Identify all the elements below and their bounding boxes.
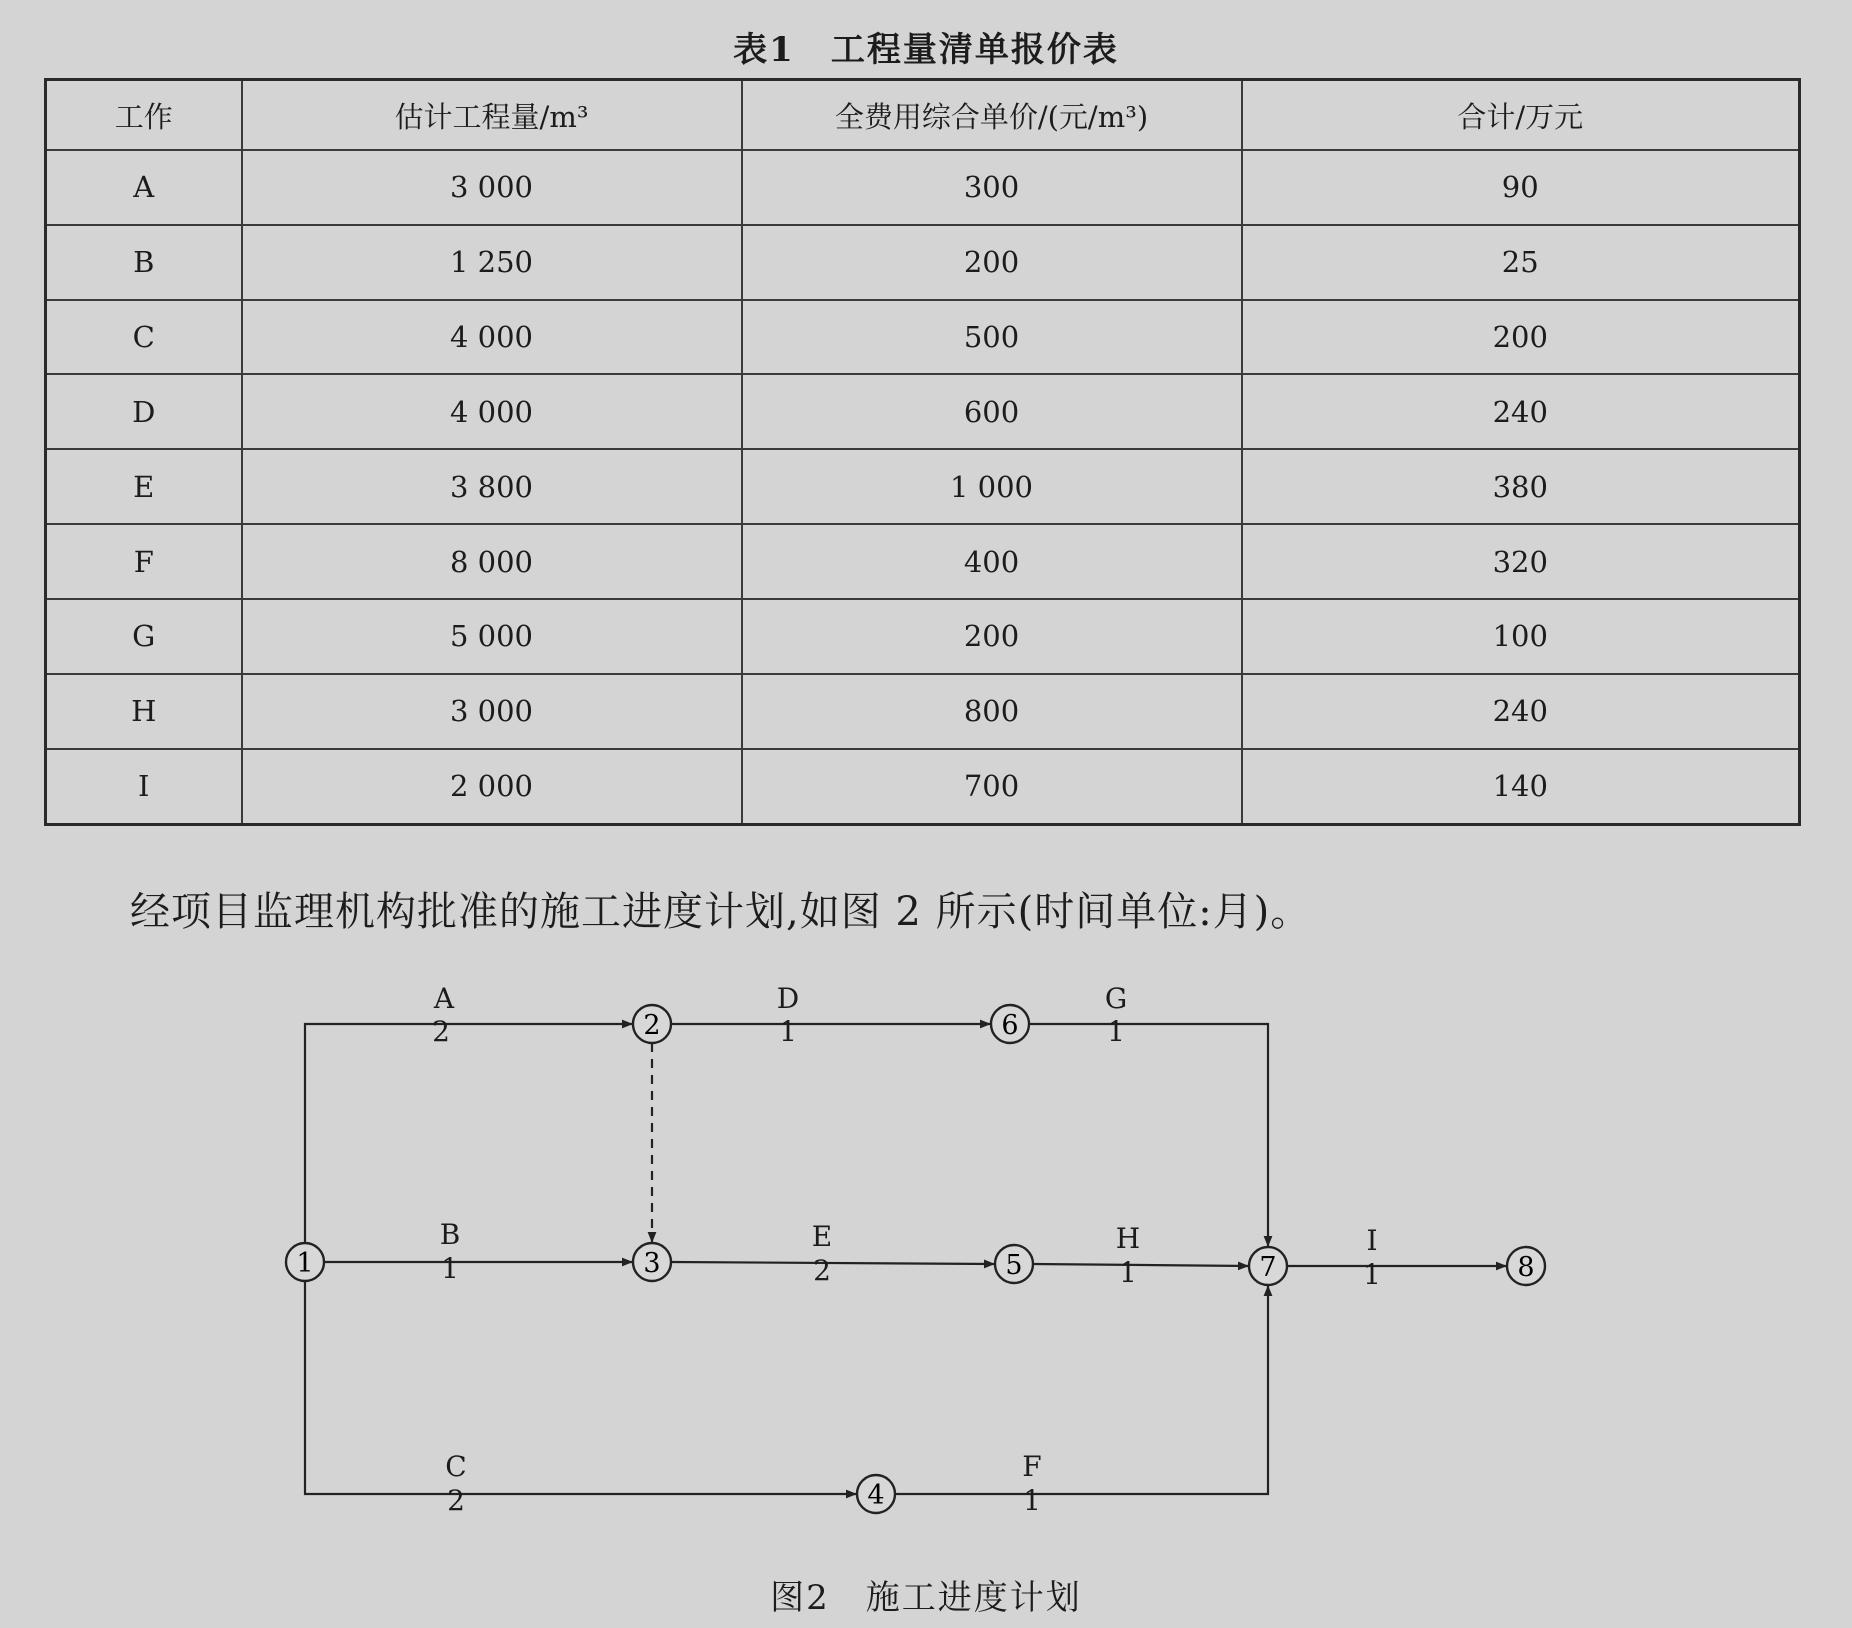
work-cell: G xyxy=(46,599,242,674)
unit-price-cell: 400 xyxy=(742,524,1242,599)
total-cell: 380 xyxy=(1242,449,1800,524)
activity-f-duration: 1 xyxy=(1023,1484,1041,1517)
activity-g-name: G xyxy=(1104,982,1128,1015)
activity-c-duration: 2 xyxy=(447,1484,465,1517)
activity-f-name: F xyxy=(1022,1450,1042,1483)
figure-caption: 图2 施工进度计划 xyxy=(770,1578,1082,1618)
unit-price-cell: 1 000 xyxy=(742,449,1242,524)
unit-price-cell: 600 xyxy=(742,374,1242,449)
activity-f-arrow xyxy=(895,1285,1268,1494)
activity-i-duration: 1 xyxy=(1363,1258,1381,1291)
table-row xyxy=(46,225,1800,300)
network-node-5 xyxy=(995,1245,1033,1283)
total-cell: 320 xyxy=(1242,524,1800,599)
network-node-7 xyxy=(1249,1247,1287,1285)
unit-price-cell: 200 xyxy=(742,599,1242,674)
quantity-cell: 3 000 xyxy=(242,674,742,749)
node-number: 5 xyxy=(1005,1250,1023,1281)
activity-b-name: B xyxy=(439,1218,461,1251)
table-row xyxy=(46,300,1800,375)
unit-price-cell: 200 xyxy=(742,225,1242,300)
activity-h-arrow xyxy=(1033,1264,1249,1266)
quantity-cell: 5 000 xyxy=(242,599,742,674)
node-number: 7 xyxy=(1259,1252,1277,1283)
activity-a-name: A xyxy=(433,982,455,1015)
node-number: 3 xyxy=(643,1248,661,1279)
work-cell: A xyxy=(46,150,242,225)
column-header-work: 工作 xyxy=(46,80,242,151)
activity-i-name: I xyxy=(1366,1224,1378,1257)
activity-e-arrow xyxy=(671,1262,995,1264)
activity-a-duration: 2 xyxy=(432,1015,450,1048)
network-node-6 xyxy=(991,1005,1029,1043)
node-number: 2 xyxy=(643,1010,661,1041)
node-number: 8 xyxy=(1517,1252,1535,1283)
total-cell: 240 xyxy=(1242,674,1800,749)
node-number: 6 xyxy=(1001,1010,1019,1041)
column-header-quantity: 估计工程量/m³ xyxy=(242,80,742,151)
network-node-3 xyxy=(633,1243,671,1281)
table-header-row xyxy=(46,80,1800,151)
quantity-cell: 1 250 xyxy=(242,225,742,300)
quantity-cell: 8 000 xyxy=(242,524,742,599)
table-row xyxy=(46,674,1800,749)
schedule-description: 经项目监理机构批准的施工进度计划,如图 2 所示(时间单位:月)。 xyxy=(130,889,1312,935)
network-node-4 xyxy=(857,1475,895,1513)
quantity-cell: 2 000 xyxy=(242,749,742,825)
unit-price-cell: 500 xyxy=(742,300,1242,375)
unit-price-cell: 700 xyxy=(742,749,1242,825)
total-cell: 100 xyxy=(1242,599,1800,674)
node-number: 1 xyxy=(296,1248,314,1279)
table-row xyxy=(46,150,1800,225)
unit-price-cell: 300 xyxy=(742,150,1242,225)
total-cell: 140 xyxy=(1242,749,1800,825)
work-cell: D xyxy=(46,374,242,449)
activity-d-name: D xyxy=(776,982,800,1015)
network-node-2 xyxy=(633,1005,671,1043)
table-row xyxy=(46,749,1800,825)
quantity-cell: 4 000 xyxy=(242,374,742,449)
table-row xyxy=(46,449,1800,524)
work-cell: F xyxy=(46,524,242,599)
total-cell: 240 xyxy=(1242,374,1800,449)
activity-e-name: E xyxy=(811,1220,833,1253)
quantity-cell: 4 000 xyxy=(242,300,742,375)
total-cell: 200 xyxy=(1242,300,1800,375)
network-node-1 xyxy=(286,1243,324,1281)
table-row xyxy=(46,599,1800,674)
activity-e-duration: 2 xyxy=(813,1254,831,1287)
network-node-8 xyxy=(1507,1247,1545,1285)
work-cell: B xyxy=(46,225,242,300)
total-cell: 25 xyxy=(1242,225,1800,300)
activity-c-arrow xyxy=(305,1281,857,1494)
total-cell: 90 xyxy=(1242,150,1800,225)
activity-g-arrow xyxy=(1029,1024,1268,1247)
unit-price-cell: 800 xyxy=(742,674,1242,749)
activity-a-arrow xyxy=(305,1024,633,1243)
column-header-total: 合计/万元 xyxy=(1242,80,1800,151)
node-number: 4 xyxy=(867,1480,885,1511)
activity-g-duration: 1 xyxy=(1107,1015,1125,1048)
column-header-unit-price: 全费用综合单价/(元/m³) xyxy=(742,80,1242,151)
table-row xyxy=(46,374,1800,449)
quantity-cell: 3 000 xyxy=(242,150,742,225)
table-row xyxy=(46,524,1800,599)
activity-d-duration: 1 xyxy=(779,1015,797,1048)
activity-h-duration: 1 xyxy=(1119,1256,1137,1289)
activity-h-name: H xyxy=(1115,1222,1141,1255)
network-diagram xyxy=(0,960,1852,1560)
work-cell: E xyxy=(46,449,242,524)
work-cell: H xyxy=(46,674,242,749)
quantity-price-table xyxy=(44,78,1801,826)
table-title: 表1 工程量清单报价表 xyxy=(733,30,1119,70)
work-cell: I xyxy=(46,749,242,825)
work-cell: C xyxy=(46,300,242,375)
quantity-cell: 3 800 xyxy=(242,449,742,524)
activity-b-duration: 1 xyxy=(441,1252,459,1285)
activity-c-name: C xyxy=(445,1450,467,1483)
